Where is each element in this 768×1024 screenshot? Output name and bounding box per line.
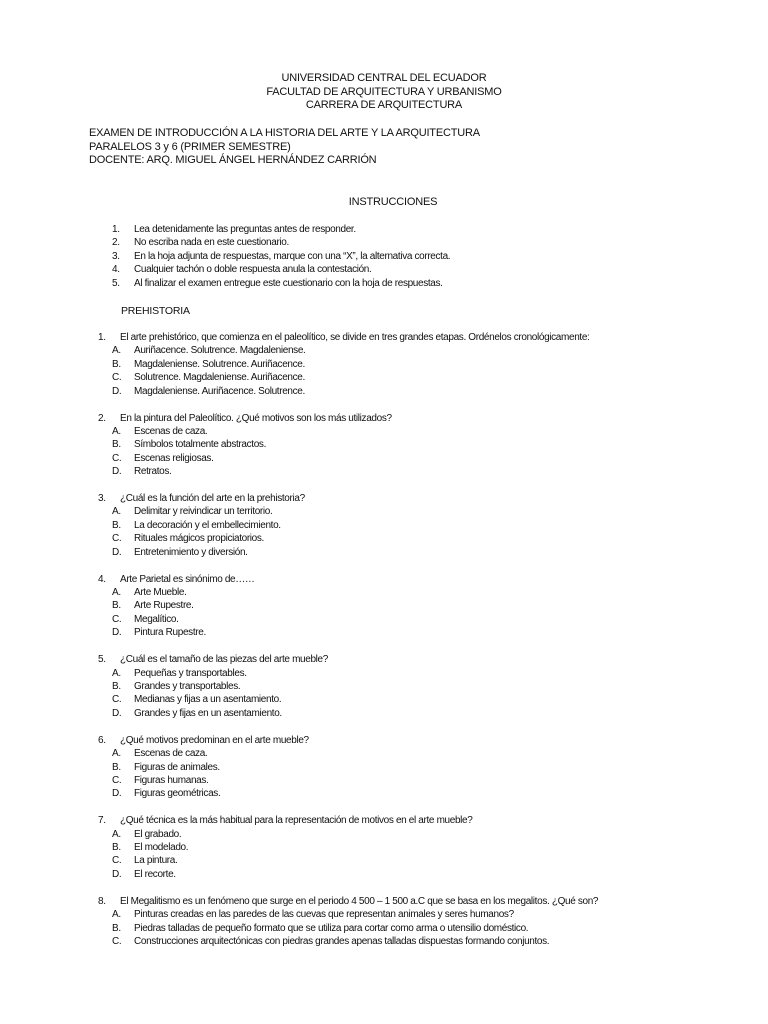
- option-letter: B.: [112, 922, 121, 934]
- option-item: [112, 344, 598, 357]
- option-item: [112, 532, 598, 545]
- option-letter: A.: [112, 506, 121, 518]
- option-item: [112, 935, 598, 948]
- question: [98, 573, 598, 640]
- option-text: Pequeñas y transportables.: [134, 667, 247, 679]
- questions-list: [98, 331, 598, 962]
- option-item: [112, 371, 598, 384]
- option-letter: C.: [112, 613, 122, 625]
- option-text: Megalítico.: [134, 613, 179, 625]
- option-item: [112, 841, 598, 854]
- exam-docente: DOCENTE: ARQ. MIGUEL ÁNGEL HERNÁNDEZ CARRIÓN: [89, 154, 377, 166]
- option-letter: B.: [112, 842, 121, 854]
- document-header: [0, 72, 768, 113]
- option-letter: C.: [112, 855, 122, 867]
- question-text: ¿Qué técnica es la más habitual para la representación de motivos en el arte mueble?: [120, 815, 473, 827]
- question: [98, 653, 598, 720]
- instructions-title: INSTRUCCIONES: [348, 196, 438, 208]
- option-text: Construcciones arquitectónicas con piedras grandes apenas talladas dispuestas formando conjuntos.: [134, 936, 550, 947]
- option-item: [112, 452, 598, 465]
- option-text: Figuras humanas.: [134, 774, 209, 786]
- question: [98, 492, 598, 559]
- option-text: Auriñacence. Solutrence. Magdaleniense.: [134, 345, 306, 357]
- option-item: [112, 761, 598, 774]
- option-letter: B.: [112, 680, 121, 692]
- option-item: [112, 519, 598, 532]
- exam-info: [89, 127, 480, 168]
- option-letter: C.: [112, 372, 122, 384]
- option-letter: D.: [112, 627, 122, 639]
- option-letter: B.: [112, 519, 121, 531]
- option-text: Entretenimiento y diversión.: [134, 546, 248, 558]
- instruction-number: 2.: [112, 237, 120, 249]
- instruction-text: No escriba nada en este cuestionario.: [134, 237, 289, 249]
- option-text: La decoración y el embellecimiento.: [134, 519, 281, 531]
- question-text: Arte Parietal es sinónimo de……: [120, 573, 255, 585]
- option-text: Grandes y transportables.: [134, 680, 241, 692]
- option-text: Retratos.: [134, 466, 172, 478]
- option-text: Escenas de caza.: [134, 425, 208, 437]
- question-number: 5.: [98, 654, 106, 666]
- question-options: [98, 344, 598, 398]
- instruction-text: Cualquier tachón o doble respuesta anula la contestación.: [134, 264, 372, 276]
- instruction-text: Al finalizar el examen entregue este cuestionario con la hoja de respuestas.: [134, 277, 443, 289]
- option-letter: B.: [112, 600, 121, 612]
- option-letter: C.: [112, 694, 122, 706]
- option-item: [112, 546, 598, 559]
- option-item: [112, 438, 598, 451]
- option-text: Piedras talladas de pequeño formato que se utiliza para cortar como arma o utensilio doméstico.: [134, 922, 529, 934]
- option-text: Arte Rupestre.: [134, 600, 194, 612]
- option-item: [112, 667, 598, 680]
- option-text: Rituales mágicos propiciatorios.: [134, 533, 264, 545]
- question-options: [98, 828, 598, 882]
- instruction-number: 1.: [112, 224, 120, 235]
- faculty-name: FACULTAD DE ARQUITECTURA Y URBANISMO: [266, 85, 502, 98]
- option-text: Escenas religiosas.: [134, 452, 214, 464]
- option-letter: B.: [112, 439, 121, 451]
- question-number: 1.: [98, 332, 106, 343]
- option-text: Magdaleniense. Solutrence. Auriñacence.: [134, 358, 305, 370]
- question: [98, 734, 598, 801]
- option-letter: D.: [112, 546, 122, 558]
- option-letter: D.: [112, 466, 122, 478]
- option-text: El recorte.: [134, 868, 176, 880]
- question-number: 3.: [98, 493, 106, 505]
- option-item: [112, 787, 598, 800]
- question-options: [98, 586, 598, 640]
- exam-paralelos: PARALELOS 3 y 6 (PRIMER SEMESTRE): [89, 140, 291, 153]
- instruction-item: [112, 250, 450, 263]
- question: [98, 331, 598, 398]
- option-letter: A.: [112, 909, 121, 921]
- exam-title: EXAMEN DE INTRODUCCIÓN A LA HISTORIA DEL ARTE Y LA ARQUITECTURA: [89, 127, 480, 139]
- question-number: 8.: [98, 895, 106, 907]
- section-title: PREHISTORIA: [121, 305, 190, 317]
- instruction-item: [112, 277, 450, 290]
- option-text: Escenas de caza.: [134, 748, 208, 760]
- option-letter: B.: [112, 761, 121, 773]
- option-letter: C.: [112, 452, 122, 464]
- option-letter: A.: [112, 828, 121, 840]
- question-text: El arte prehistórico, que comienza en el paleolítico, se divide en tres grandes etapas. Ordénelos cronológicamente:: [120, 332, 590, 343]
- question-number: 4.: [98, 573, 106, 585]
- option-text: Solutrence. Magdaleniense. Auriñacence.: [134, 372, 305, 384]
- question-options: [98, 747, 598, 801]
- question: [98, 814, 598, 881]
- instruction-item: [112, 223, 450, 236]
- option-item: [112, 854, 598, 867]
- option-text: Figuras de animales.: [134, 761, 220, 773]
- option-text: La pintura.: [134, 855, 178, 867]
- question-options: [98, 908, 598, 948]
- instruction-item: [112, 236, 450, 249]
- option-text: Arte Mueble.: [134, 587, 187, 599]
- option-letter: B.: [112, 358, 121, 370]
- option-item: [112, 922, 598, 935]
- instruction-number: 5.: [112, 277, 120, 289]
- question-text: ¿Cuál es la función del arte en la prehistoria?: [120, 493, 305, 505]
- option-text: El modelado.: [134, 842, 189, 854]
- question-options: [98, 505, 598, 559]
- option-text: El grabado.: [134, 828, 182, 840]
- option-text: Pintura Rupestre.: [134, 627, 206, 639]
- option-text: Delimitar y reivindicar un territorio.: [134, 506, 273, 518]
- option-item: [112, 707, 598, 720]
- option-item: [112, 465, 598, 478]
- option-item: [112, 680, 598, 693]
- question-number: 6.: [98, 734, 106, 746]
- question-text: El Megalitismo es un fenómeno que surge en el periodo 4 500 – 1 500 a.C que se basa en los megalitos. ¿Qué son?: [120, 895, 599, 907]
- question-options: [98, 425, 598, 479]
- question: [98, 412, 598, 479]
- option-item: [112, 908, 598, 921]
- university-name: UNIVERSIDAD CENTRAL DEL ECUADOR: [281, 72, 487, 84]
- instruction-text: En la hoja adjunta de respuestas, marque con una “X”, la alternativa correcta.: [134, 250, 451, 262]
- option-letter: D.: [112, 385, 122, 397]
- option-text: Símbolos totalmente abstractos.: [134, 439, 266, 451]
- option-text: Medianas y fijas a un asentamiento.: [134, 694, 282, 706]
- option-letter: A.: [112, 667, 121, 679]
- question-text: ¿Qué motivos predominan en el arte mueble?: [120, 734, 309, 746]
- option-item: [112, 774, 598, 787]
- question-number: 2.: [98, 412, 106, 424]
- option-item: [112, 358, 598, 371]
- option-letter: D.: [112, 868, 122, 880]
- instruction-text: Lea detenidamente las preguntas antes de responder.: [134, 224, 356, 235]
- option-item: [112, 385, 598, 398]
- option-text: Figuras geométricas.: [134, 788, 221, 800]
- option-letter: D.: [112, 788, 122, 800]
- instruction-number: 3.: [112, 250, 120, 262]
- question-number: 7.: [98, 815, 106, 827]
- option-letter: C.: [112, 533, 122, 545]
- option-item: [112, 599, 598, 612]
- option-letter: A.: [112, 345, 121, 357]
- career-name: CARRERA DE ARQUITECTURA: [305, 99, 463, 111]
- option-text: Magdaleniense. Auriñacence. Solutrence.: [134, 385, 305, 397]
- option-item: [112, 828, 598, 841]
- option-letter: A.: [112, 587, 121, 599]
- question-text: ¿Cuál es el tamaño de las piezas del arte mueble?: [120, 654, 328, 666]
- option-letter: C.: [112, 936, 122, 947]
- option-item: [112, 626, 598, 639]
- question: [98, 895, 598, 949]
- instruction-item: [112, 263, 450, 276]
- option-item: [112, 868, 598, 881]
- option-letter: D.: [112, 707, 122, 719]
- option-text: Pinturas creadas en las paredes de las cuevas que representan animales y seres humanos?: [134, 909, 514, 921]
- instruction-number: 4.: [112, 264, 120, 276]
- option-item: [112, 425, 598, 438]
- instructions-list: [112, 223, 450, 290]
- option-letter: C.: [112, 774, 122, 786]
- question-options: [98, 667, 598, 721]
- option-letter: A.: [112, 748, 121, 760]
- question-text: En la pintura del Paleolítico. ¿Qué motivos son los más utilizados?: [120, 412, 392, 424]
- option-item: [112, 613, 598, 626]
- option-item: [112, 747, 598, 760]
- option-text: Grandes y fijas en un asentamiento.: [134, 707, 282, 719]
- option-item: [112, 586, 598, 599]
- option-item: [112, 505, 598, 518]
- option-item: [112, 693, 598, 706]
- option-letter: A.: [112, 425, 121, 437]
